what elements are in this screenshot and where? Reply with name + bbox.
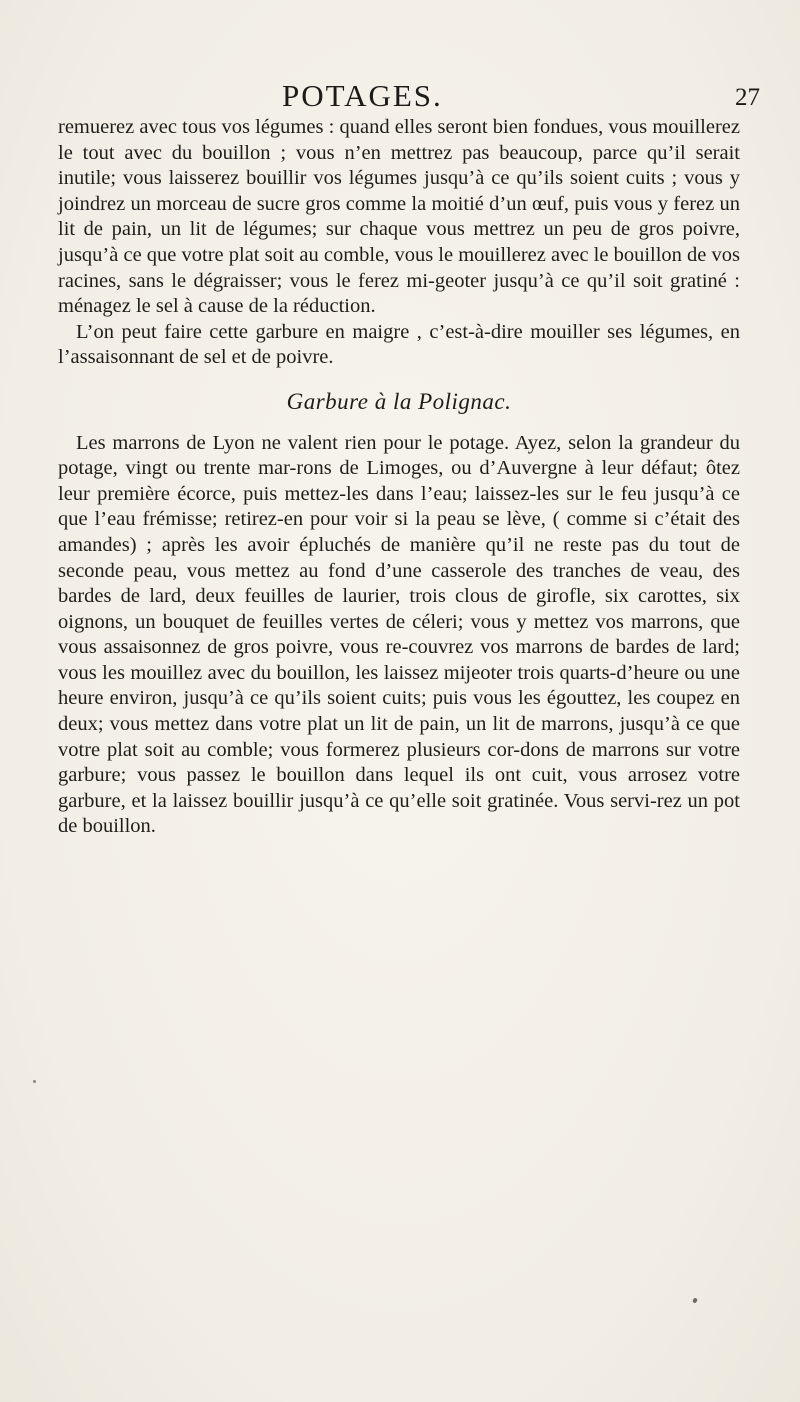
body-text xyxy=(58,115,740,840)
page-number: 27 xyxy=(735,84,760,111)
running-title: POTAGES. xyxy=(282,78,443,113)
paragraph-1: remuerez avec tous vos légumes : quand elles seront bien fondues, vous mouillerez le tout avec du bouillon ; vous n’en mettrez pas beaucoup, parce qu’il serait inutile; vous laisserez bouillir vos légumes jusqu’à ce qu’ils soient cuits ; vous y joindrez un morceau de sucre gros comme la moitié d’un œuf, puis vous y ferez un lit de pain, un lit de légumes; sur chaque vous mettrez un peu de gros poivre, jusqu’à ce que votre plat soit au comble, vous le mouillerez avec le bouillon de vos racines, sans le dégraisser; vous le ferez mi-geoter jusqu’à ce qu’il soit gratiné : ménagez le sel à cause de la réduction. xyxy=(58,116,740,318)
section-heading: Garbure à la Polignac. xyxy=(286,388,512,414)
paragraph-2: L’on peut faire cette garbure en maigre , c’est-à-dire mouiller ses légumes, en l’assaisonnant de sel et de poivre. xyxy=(58,320,740,369)
page-header xyxy=(60,78,760,118)
margin-speck xyxy=(33,1080,36,1083)
ink-speck xyxy=(692,1297,698,1303)
paragraph-3: Les marrons de Lyon ne valent rien pour le potage. Ayez, selon la grandeur du potage, vingt ou trente mar-rons de Limoges, ou d’Auvergne à leur défaut; ôtez leur première écorce, puis mettez-les dans l’eau; laissez-les sur le feu jusqu’à ce que l’eau frémisse; retirez-en pour voir si la peau se lève, ( comme si c’était des amandes) ; après les avoir épluchés de manière qu’il ne reste pas du tout de seconde peau, vous mettez au fond d’une casserole des tranches de veau, des bardes de lard, deux feuilles de laurier, trois clous de girofle, six carottes, six oignons, un bouquet de feuilles vertes de céleri; vous y mettez vos marrons, que vous assaisonnez de gros poivre, vous re-couvrez vos marrons de bardes de lard; vous les mouillez avec du bouillon, les laissez mijeoter trois quarts-d’heure ou une heure environ, jusqu’à ce qu’ils soient cuits; puis vous les égouttez, les coupez en deux; vous mettez dans votre plat un lit de pain, un lit de marrons, jusqu’à ce que votre plat soit au comble; vous formerez plusieurs cor-dons de marrons sur votre garbure; vous passez le bouillon dans lequel ils ont cuit, vous arrosez votre garbure, et la laissez bouillir jusqu’à ce qu’elle soit gratinée. Vous servi-rez un pot de bouillon. xyxy=(58,431,740,838)
